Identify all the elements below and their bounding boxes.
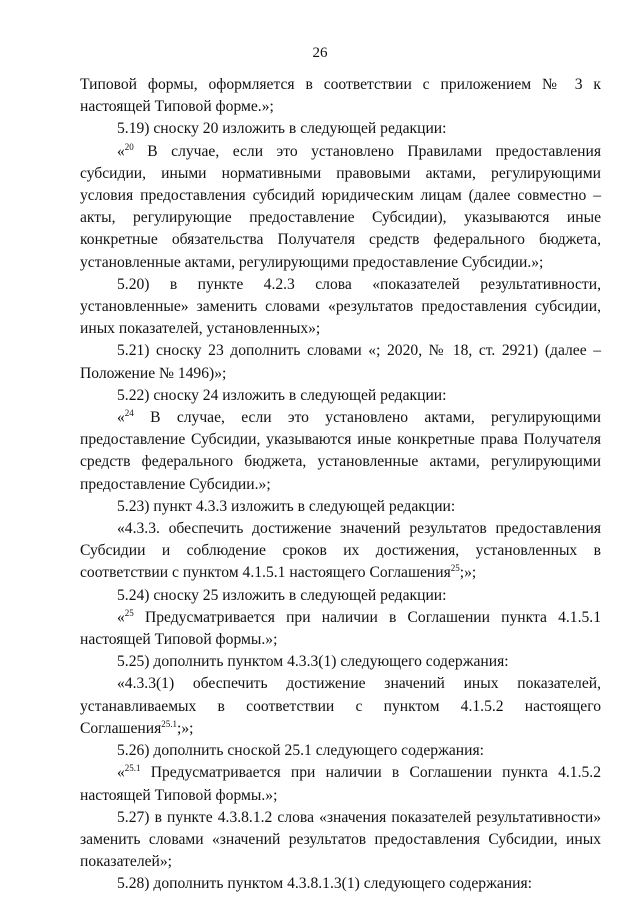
footnote-marker: 25 [124, 607, 134, 618]
paragraph: «4.3.3(1) обеспечить достижение значений иных показателей, устанавливаемых в соответствии с пунктом 4.1.5.2 настоящего Соглашения$^{25.1}$;»; [80, 675, 601, 737]
paragraph: 5.21) сноску 23 дополнить словами «; 2020, № 18, ст. 2921) (далее – Положение № 1496)»; [80, 342, 601, 382]
paragraph: 5.23) пункт 4.3.3 изложить в следующей редакции: [117, 497, 456, 515]
paragraph: 5.28) дополнить пунктом 4.3.8.1.3(1) следующего содержания: [117, 875, 532, 893]
footnote-marker: 25.1 [124, 763, 141, 774]
footnote-marker: 20 [124, 141, 134, 152]
page-number: 26 [312, 45, 328, 61]
paragraph: «4.3.3. обеспечить достижение значений результатов предоставления Субсидии и соблюдение сроков их достижения, установленных в соответствии с пунктом 4.1.5.1 настоящего Соглашения$^{25}$;»; [80, 520, 601, 582]
paragraph: 5.26) дополнить сноской 25.1 следующего содержания: [117, 742, 484, 760]
footnote-quote: «$^{24}$ В случае, если это установлено актами, регулирующими предоставление Субсидии, указываются иные конкретные права Получателя средств федерального бюджета, установленные актами, регулирующими предоставление Субсидии.»; [80, 408, 601, 493]
paragraph: 5.22) сноску 24 изложить в следующей редакции: [117, 386, 447, 404]
footnote-marker: 24 [124, 408, 134, 419]
footnote-quote: «$^{25.1}$ Предусматривается при наличии в Соглашении пункта 4.1.5.2 настоящей Типовой формы.»; [80, 763, 601, 804]
paragraph: 5.25) дополнить пунктом 4.3.3(1) следующего содержания: [117, 653, 509, 671]
footnote-quote: «$^{20}$ В случае, если это установлено Правилами предоставления субсидии, иными нормативными правовыми актами, регулирующими условия предоставления субсидий юридическим лицам (далее совместно – акты, регулирующие предоставление Субсидии), указываются иные конкретные обязательства Получателя средств федерального бюджета, установленные актами, регулирующими предоставление Субсидии.»; [80, 141, 601, 271]
paragraph: 5.20) в пункте 4.2.3 слова «показателей результативности, установленные» заменить словами «результатов предоставления субсидии, иных показателей, установленных»; [80, 275, 601, 338]
paragraph: 5.24) сноску 25 изложить в следующей редакции: [117, 586, 447, 604]
paragraph: 5.19) сноску 20 изложить в следующей редакции: [117, 120, 447, 138]
footnote-marker: 25.1 [161, 718, 178, 729]
document-body [80, 74, 601, 896]
paragraph: 5.27) в пункте 4.3.8.1.2 слова «значения показателей результативности» заменить словами «значений результатов предоставления Субсидии, иных показателей»; [80, 808, 601, 871]
footnote-quote: «$^{25}$ Предусматривается при наличии в Соглашении пункта 4.1.5.1 настоящей Типовой формы.»; [80, 607, 601, 649]
footnote-marker: 25 [450, 563, 460, 574]
paragraph: Типовой формы, оформляется в соответствии с приложением № 3 к настоящей Типовой форме.»; [80, 76, 601, 116]
